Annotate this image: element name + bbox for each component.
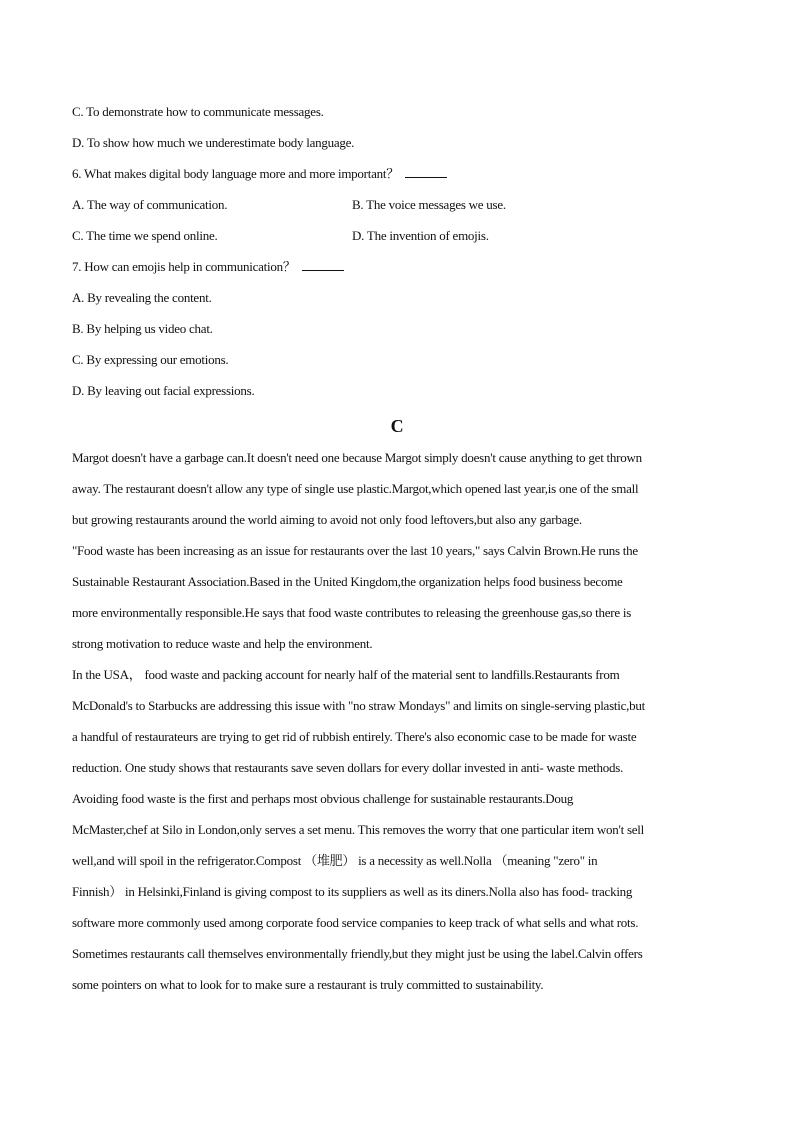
- passage-line: away. The restaurant doesn't allow any type of single use plastic.Margot,which opened last year,is one of the small: [72, 481, 639, 496]
- question-6-stem: 6. What makes digital body language more and more important？: [72, 166, 400, 181]
- q6-option-d: D. The invention of emojis.: [352, 228, 489, 243]
- q6-option-a: A. The way of communication.: [72, 197, 228, 212]
- passage-line: Sometimes restaurants call themselves environmentally friendly,but they might just be using the label.Calvin offers: [72, 946, 643, 961]
- passage-line: reduction. One study shows that restaurants save seven dollars for every dollar invested in anti- waste methods.: [72, 760, 624, 775]
- passage-line: Margot doesn't have a garbage can.It doesn't need one because Margot simply doesn't cause anything to get thrown: [72, 450, 642, 465]
- passage-line: a handful of restaurateurs are trying to get rid of rubbish entirely. There's also economic case to be made for waste: [72, 729, 637, 744]
- question-6-row-ab: [72, 194, 722, 225]
- passage-line: In the USA， food waste and packing account for nearly half of the material sent to landfills.Restaurants from: [72, 667, 620, 682]
- question-6-row-cd: [72, 225, 722, 256]
- q7-option-a: A. By revealing the content.: [72, 290, 212, 305]
- section-title: C: [390, 416, 404, 436]
- passage-line: more environmentally responsible.He says that food waste contributes to releasing the greenhouse gas,so there is: [72, 605, 632, 620]
- passage-line: "Food waste has been increasing as an issue for restaurants over the last 10 years," says Calvin Brown.He runs the: [72, 543, 638, 558]
- answer-blank-6[interactable]: [405, 163, 447, 178]
- passage-line: some pointers on what to look for to make sure a restaurant is truly committed to sustainability.: [72, 977, 544, 992]
- passage-line: Avoiding food waste is the first and perhaps most obvious challenge for sustainable restaurants.Doug: [72, 791, 574, 806]
- document-page: [72, 101, 722, 1005]
- passage-line: Finnish） in Helsinki,Finland is giving compost to its suppliers as well as its diners.Nolla also has food- tracking: [72, 884, 633, 899]
- question-7-stem: 7. How can emojis help in communication？: [72, 259, 296, 274]
- question-6: [72, 163, 722, 194]
- passage-line: McDonald's to Starbucks are addressing this issue with "no straw Mondays" and limits on single-serving plastic,but: [72, 698, 645, 713]
- q7-option-b: B. By helping us video chat.: [72, 321, 213, 336]
- q7-option-d: D. By leaving out facial expressions.: [72, 383, 255, 398]
- question-7: [72, 256, 722, 287]
- passage-line: but growing restaurants around the world aiming to avoid not only food leftovers,but also any garbage.: [72, 512, 582, 527]
- passage-line: McMaster,chef at Silo in London,only serves a set menu. This removes the worry that one particular item won't sell: [72, 822, 645, 837]
- q6-option-b: B. The voice messages we use.: [352, 197, 506, 212]
- option-c-prev: C. To demonstrate how to communicate messages.: [72, 104, 324, 119]
- answer-blank-7[interactable]: [302, 256, 344, 271]
- option-d-prev: D. To show how much we underestimate body language.: [72, 135, 355, 150]
- q6-option-c: C. The time we spend online.: [72, 228, 218, 243]
- passage-line: Sustainable Restaurant Association.Based in the United Kingdom,the organization helps food business become: [72, 574, 623, 589]
- passage-line: well,and will spoil in the refrigerator.Compost （堆肥） is a necessity as well.Nolla （meaning "zero" in: [72, 853, 598, 868]
- passage-line: strong motivation to reduce waste and help the environment.: [72, 636, 373, 651]
- q7-option-c: C. By expressing our emotions.: [72, 352, 229, 367]
- passage-line: software more commonly used among corporate food service companies to keep track of what sells and what rots.: [72, 915, 639, 930]
- passage: [72, 447, 722, 1005]
